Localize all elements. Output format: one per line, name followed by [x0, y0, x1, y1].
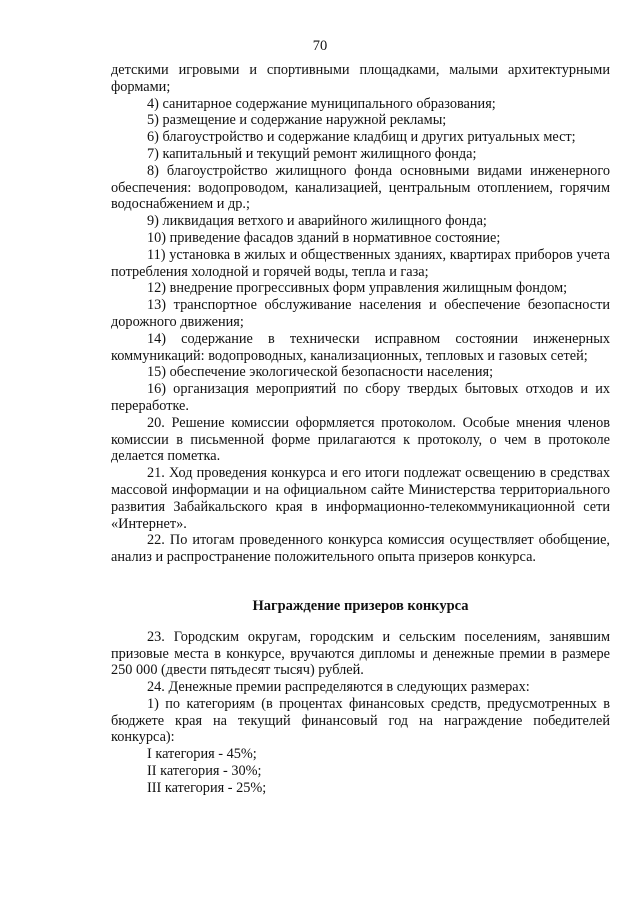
- paragraph: 5) размещение и содержание наружной рекламы;: [147, 112, 447, 129]
- paragraph: 24. Денежные премии распределяются в следующих размерах:: [147, 679, 530, 696]
- paragraph: 22. По итогам проведенного конкурса комиссия осуществляет обобщение, анализ и распространение положительного опыта призеров конкурса.: [111, 532, 610, 566]
- spacer: [111, 615, 610, 629]
- paragraph: 14) содержание в технически исправном состоянии инженерных коммуникаций: водопроводных, канализационных, тепловых и газовых сетей;: [111, 330, 610, 364]
- paragraph: 8) благоустройство жилищного фонда основными видами инженерного обеспечения: водопроводом, канализацией, центральным отоплением, горячим водоснабжением и др.;: [111, 162, 610, 213]
- paragraph: II категория - 30%;: [147, 763, 262, 780]
- paragraph: детскими игровыми и спортивными площадками, малыми архитектурными формами;: [111, 62, 610, 95]
- paragraph: 7) капитальный и текущий ремонт жилищного фонда;: [147, 145, 477, 162]
- paragraph: III категория - 25%;: [147, 779, 267, 796]
- paragraph: 16) организация мероприятий по сбору твердых бытовых отходов и их переработке.: [111, 381, 610, 414]
- paragraph: 4) санитарное содержание муниципального образования;: [147, 95, 496, 112]
- paragraph: I категория - 45%;: [147, 746, 257, 763]
- paragraph: 6) благоустройство и содержание кладбищ и других ритуальных мест;: [147, 129, 576, 146]
- document-body: [111, 62, 610, 797]
- paragraph: 12) внедрение прогрессивных форм управления жилищным фондом;: [147, 280, 568, 297]
- paragraph: 20. Решение комиссии оформляется протоколом. Особые мнения членов комиссии в письменной форме прилагаются к протоколу, о чем в протоколе делается пометка.: [111, 414, 610, 465]
- paragraph: 9) ликвидация ветхого и аварийного жилищного фонда;: [147, 213, 487, 230]
- paragraph: 10) приведение фасадов зданий в нормативное состояние;: [147, 229, 501, 246]
- paragraphs-after-heading: [111, 629, 610, 797]
- paragraph: 15) обеспечение экологической безопасности населения;: [147, 364, 494, 381]
- page-number: 70: [312, 38, 328, 54]
- paragraph: 23. Городским округам, городским и сельским поселениям, занявшим призовые места в конкурсе, вручаются дипломы и денежные премии в размере 250 000 (двести пятьдесят тысяч) рублей.: [111, 628, 610, 679]
- paragraphs-before-heading: [111, 62, 610, 566]
- paragraph: 21. Ход проведения конкурса и его итоги подлежат освещению в средствах массовой информации и на официальном сайте Министерства территориального развития Забайкальского края в информационно-телекоммуникационной сети «Интернет».: [111, 465, 610, 532]
- paragraph: 1) по категориям (в процентах финансовых средств, предусмотренных в бюджете края на текущий финансовый год на награждение победителей конкурса):: [111, 695, 610, 746]
- paragraph: 13) транспортное обслуживание населения и обеспечение безопасности дорожного движения;: [111, 297, 610, 330]
- spacer: [111, 566, 610, 598]
- section-heading: Награждение призеров конкурса: [252, 597, 469, 614]
- paragraph: 11) установка в жилых и общественных зданиях, квартирах приборов учета потребления холодной и горячей воды, тепла и газа;: [111, 246, 610, 280]
